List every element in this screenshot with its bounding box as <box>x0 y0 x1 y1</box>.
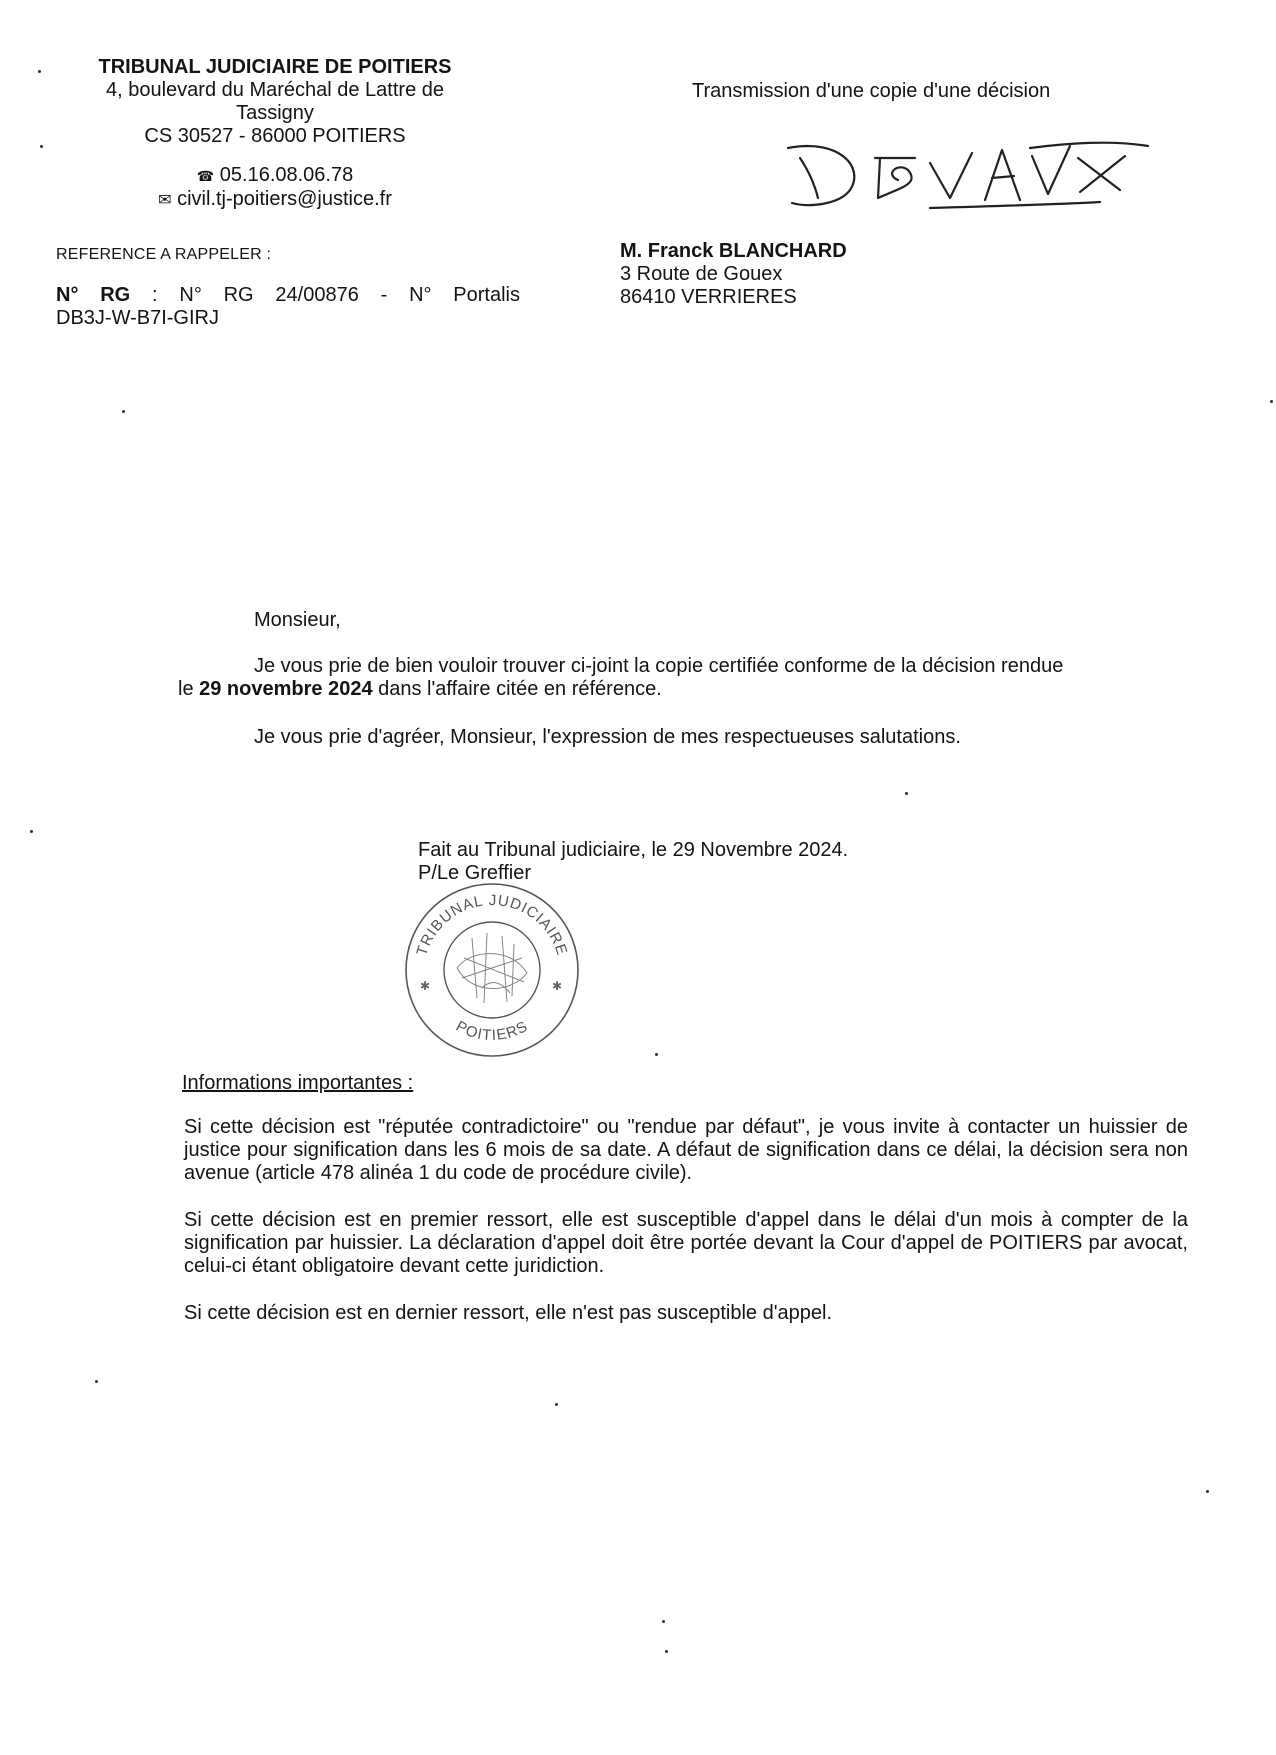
svg-text:✱: ✱ <box>420 979 431 993</box>
scan-speck <box>662 1620 665 1623</box>
scan-speck <box>555 1403 558 1406</box>
recipient-block <box>620 240 847 309</box>
court-name: TRIBUNAL JUDICIAIRE DE POITIERS <box>98 56 452 78</box>
info-title: Informations importantes : <box>182 1072 414 1094</box>
letter-paragraph-1 <box>178 655 1184 701</box>
handwritten-signature <box>780 128 1160 218</box>
transmission-title: Transmission d'une copie d'une décision <box>692 80 1051 102</box>
scan-speck <box>30 830 33 833</box>
court-email: ✉ civil.tj-poitiers@justice.fr <box>158 188 392 210</box>
scan-speck <box>95 1380 98 1383</box>
decision-date: 29 novembre 2024 <box>199 678 373 700</box>
letter-p1-end: dans l'affaire citée en référence. <box>372 678 662 700</box>
closing-signatory: P/Le Greffier <box>418 862 532 884</box>
scan-speck <box>122 410 125 413</box>
reference-portalis: DB3J-W-B7I-GIRJ <box>56 307 219 329</box>
recipient-address-line2: 86410 VERRIERES <box>620 286 797 308</box>
recipient-name: M. Franck BLANCHARD <box>620 240 847 262</box>
scan-speck <box>655 1053 658 1056</box>
letter-paragraph-2: Je vous prie d'agréer, Monsieur, l'expression de mes respectueuses salutations. <box>254 726 961 748</box>
envelope-icon: ✉ <box>158 192 172 209</box>
sender-block <box>60 56 490 212</box>
court-phone: ☎ 05.16.08.06.78 <box>196 164 354 186</box>
seal-bottom-text: POITIERS <box>452 1017 532 1045</box>
svg-text:✱: ✱ <box>552 979 563 993</box>
reference-rg-line <box>56 284 520 307</box>
scan-speck <box>905 792 908 795</box>
svg-text:POITIERS <box>453 1018 531 1044</box>
scan-speck <box>40 145 43 148</box>
info-paragraph-2: Si cette décision est en premier ressort, elle est susceptible d'appel dans le délai d'un mois à compter de la signification par huissier. La déclaration d'appel doit être portée devant la Cour d'appel de POITIERS par avocat, celui-ci étant obligatoire devant cette juridiction. <box>184 1209 1188 1277</box>
court-address-line1: 4, boulevard du Maréchal de Lattre de <box>106 79 444 101</box>
telephone-icon: ☎ <box>196 168 215 184</box>
letter-p1-le: le <box>178 678 200 700</box>
court-address-line3: CS 30527 - 86000 POITIERS <box>144 125 406 147</box>
recipient-address-line1: 3 Route de Gouex <box>620 263 783 285</box>
rg-label: N° RG <box>56 284 131 306</box>
scan-speck <box>1270 400 1273 403</box>
info-paragraph-1: Si cette décision est "réputée contradictoire" ou "rendue par défaut", je vous invite à contacter un huissier de justice pour signification dans les 6 mois de sa date. A défaut de signification dans ce délai, la décision sera non avenue (article 478 alinéa 1 du code de procédure civile). <box>184 1116 1188 1184</box>
letter-salutation: Monsieur, <box>254 609 341 631</box>
seal-top-text: TRIBUNAL JUDICIAIRE <box>413 891 571 958</box>
reference-label: REFERENCE A RAPPELER : <box>56 246 272 263</box>
court-address-line2: Tassigny <box>236 102 314 124</box>
scan-speck <box>1206 1490 1209 1493</box>
rg-value: : N° RG 24/00876 - N° Portalis <box>152 284 520 306</box>
info-paragraph-3: Si cette décision est en dernier ressort, elle n'est pas susceptible d'appel. <box>184 1302 832 1324</box>
court-seal-stamp <box>402 878 582 1058</box>
closing-place-date: Fait au Tribunal judiciaire, le 29 Novembre 2024. <box>418 839 849 861</box>
scan-speck <box>665 1650 668 1653</box>
svg-text:TRIBUNAL JUDICIAIRE <box>413 892 570 958</box>
letter-p1-start: Je vous prie de bien vouloir trouver ci-joint la copie certifiée conforme de la décision rendue <box>254 655 1064 677</box>
scan-speck <box>38 70 41 73</box>
